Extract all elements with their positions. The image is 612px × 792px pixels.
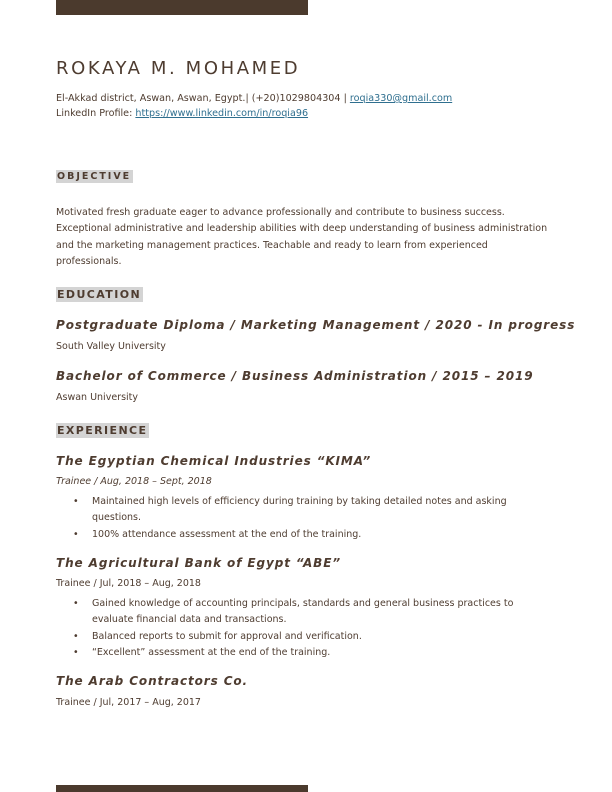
section-heading-experience: EXPERIENCE (57, 424, 148, 437)
education-school: Aswan University (56, 392, 139, 403)
education-degree: Postgraduate Diploma / Marketing Management / 2020 - In progress (56, 318, 576, 332)
bullet-item: • Maintained high levels of efficiency during training by taking detailed notes and asking questions. (56, 494, 556, 527)
experience-bullets (56, 596, 556, 661)
section-heading-education: EDUCATION (57, 288, 142, 301)
contact-line-2 (56, 106, 452, 121)
bullet-item: • “Excellent” assessment at the end of the training. (56, 645, 556, 661)
linkedin-link[interactable]: https://www.linkedin.com/in/roqia96 (135, 108, 309, 119)
experience-bullets (56, 494, 556, 543)
bottom-decorative-bar (56, 785, 308, 792)
bullet-item: • Balanced reports to submit for approval and verification. (56, 629, 556, 645)
contact-info (56, 91, 452, 121)
address: El-Akkad district, Aswan, Aswan, Egypt. (56, 93, 246, 104)
bullet-item: • 100% attendance assessment at the end of the training. (56, 527, 556, 543)
email-link[interactable]: roqia330@gmail.com (349, 93, 453, 104)
experience-company: The Egyptian Chemical Industries “KIMA” (56, 454, 372, 468)
separator: | (245, 93, 249, 104)
separator: | (343, 93, 347, 104)
objective-text: Motivated fresh graduate eager to advance professionally and contribute to business success. Exceptional administrative and leadership abilities with deep understanding of business administration and the marketing management practices. Teachable and ready to learn from experienced professionals. (56, 207, 548, 267)
experience-company: The Arab Contractors Co. (56, 674, 249, 688)
experience-role: Trainee / Jul, 2018 – Aug, 2018 (56, 578, 201, 589)
education-degree: Bachelor of Commerce / Business Administration / 2015 – 2019 (56, 369, 534, 383)
candidate-name: ROKAYA M. MOHAMED (56, 58, 301, 79)
bullet-item: • Gained knowledge of accounting principals, standards and general business practices to evaluate financial data and transactions. (56, 596, 556, 629)
top-decorative-bar (56, 0, 308, 15)
contact-line-1 (56, 91, 452, 106)
section-heading-objective: OBJECTIVE (57, 171, 132, 182)
experience-role: Trainee / Aug, 2018 – Sept, 2018 (56, 476, 212, 487)
experience-company: The Agricultural Bank of Egypt “ABE” (56, 556, 341, 570)
education-school: South Valley University (56, 341, 166, 352)
phone: (+20)1029804304 (251, 93, 341, 104)
linkedin-label: LinkedIn Profile: (56, 108, 133, 119)
experience-role: Trainee / Jul, 2017 – Aug, 2017 (56, 697, 201, 708)
